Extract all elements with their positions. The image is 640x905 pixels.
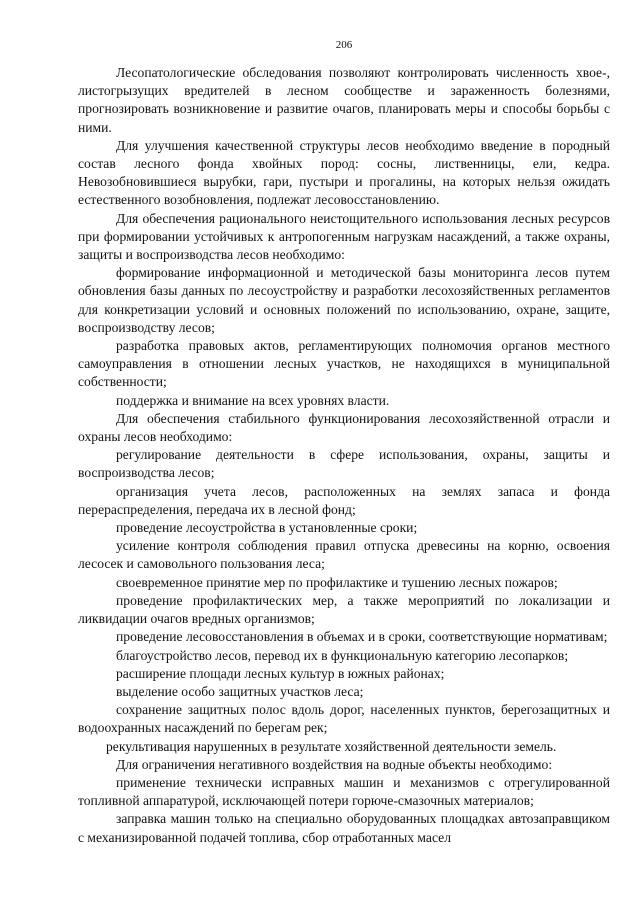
paragraph: выделение особо защитных участков леса; <box>116 683 364 699</box>
paragraph: Для обеспечения рационального неистощительного использования лесных ресурсов при формировании устойчивых к антропогенным нагрузкам насаждений, а также охраны, защиты и воспроизводства лесов необходимо: <box>78 210 610 263</box>
paragraph: усиление контроля соблюдения правил отпуска древесины на корню, освоения лесосек и самовольного пользования леса; <box>78 538 610 572</box>
paragraph: благоустройство лесов, перевод их в функциональную категорию лесопарков; <box>116 647 569 663</box>
page-number: 206 <box>335 39 353 51</box>
paragraph: регулирование деятельности в сфере использования, охраны, защиты и воспроизводства лесов; <box>78 447 610 481</box>
body-text <box>78 64 610 847</box>
paragraph: Лесопатологические обследования позволяют контролировать численность хвое-, листогрызущих вредителей в лесном сообществе и зараженность болезнями, прогнозировать возникновение и развитие очагов, планировать меры и способы борьбы с ними. <box>78 65 610 135</box>
paragraph: заправка машин только на специально оборудованных площадках автозаправщиком с механизированной подачей топлива, сбор отработанных масел <box>78 811 610 845</box>
paragraph: применение технически исправных машин и механизмов с отрегулированной топливной аппаратурой, исключающей потери горюче-смазочных материалов; <box>78 774 610 809</box>
paragraph: сохранение защитных полос вдоль дорог, населенных пунктов, берегозащитных и водоохранных насаждений по берегам рек; <box>78 702 610 736</box>
paragraph: формирование информационной и методической базы мониторинга лесов путем обновления базы данных по лесоустройству и разработки лесохозяйственных регламентов для конкретизации условий и основных положений по использованию, охране, защите, воспроизводству лесов; <box>78 265 610 335</box>
paragraph: расширение площади лесных культур в южных районах; <box>116 665 445 681</box>
paragraph: разработка правовых актов, регламентирующих полномочия органов местного самоуправления в отношении лесных участков, не находящихся в муниципальной собственности; <box>78 338 610 390</box>
paragraph: Для обеспечения стабильного функционирования лесохозяйственной отрасли и охраны лесов необходимо: <box>78 410 610 445</box>
paragraph: Для ограничения негативного воздействия на водные объекты необходимо: <box>116 756 553 772</box>
paragraph: проведение профилактических мер, а также мероприятий по локализации и ликвидации очагов вредных организмов; <box>78 592 610 627</box>
paragraph: проведение лесоустройства в установленные сроки; <box>116 520 418 536</box>
paragraph: поддержка и внимание на всех уровнях власти. <box>116 392 390 408</box>
paragraph: организация учета лесов, расположенных на землях запаса и фонда перераспределения, передача их в лесной фонд; <box>78 483 610 517</box>
paragraph: Для улучшения качественной структуры лесов необходимо введение в породный состав лесного фонда хвойных пород: сосны, лиственницы, ели, кедра. Невозобновившиеся вырубки, гари, пустыри и прогалины, на которых нельзя ожидать естественного возобновления, подлежат лесовосстановлению. <box>78 137 610 208</box>
paragraph: проведение лесовосстановления в объемах и в сроки, соответствующие нормативам; <box>116 629 608 645</box>
paragraph: рекультивация нарушенных в результате хозяйственной деятельности земель. <box>106 738 557 754</box>
paragraph: своевременное принятие мер по профилактике и тушению лесных пожаров; <box>116 574 558 590</box>
